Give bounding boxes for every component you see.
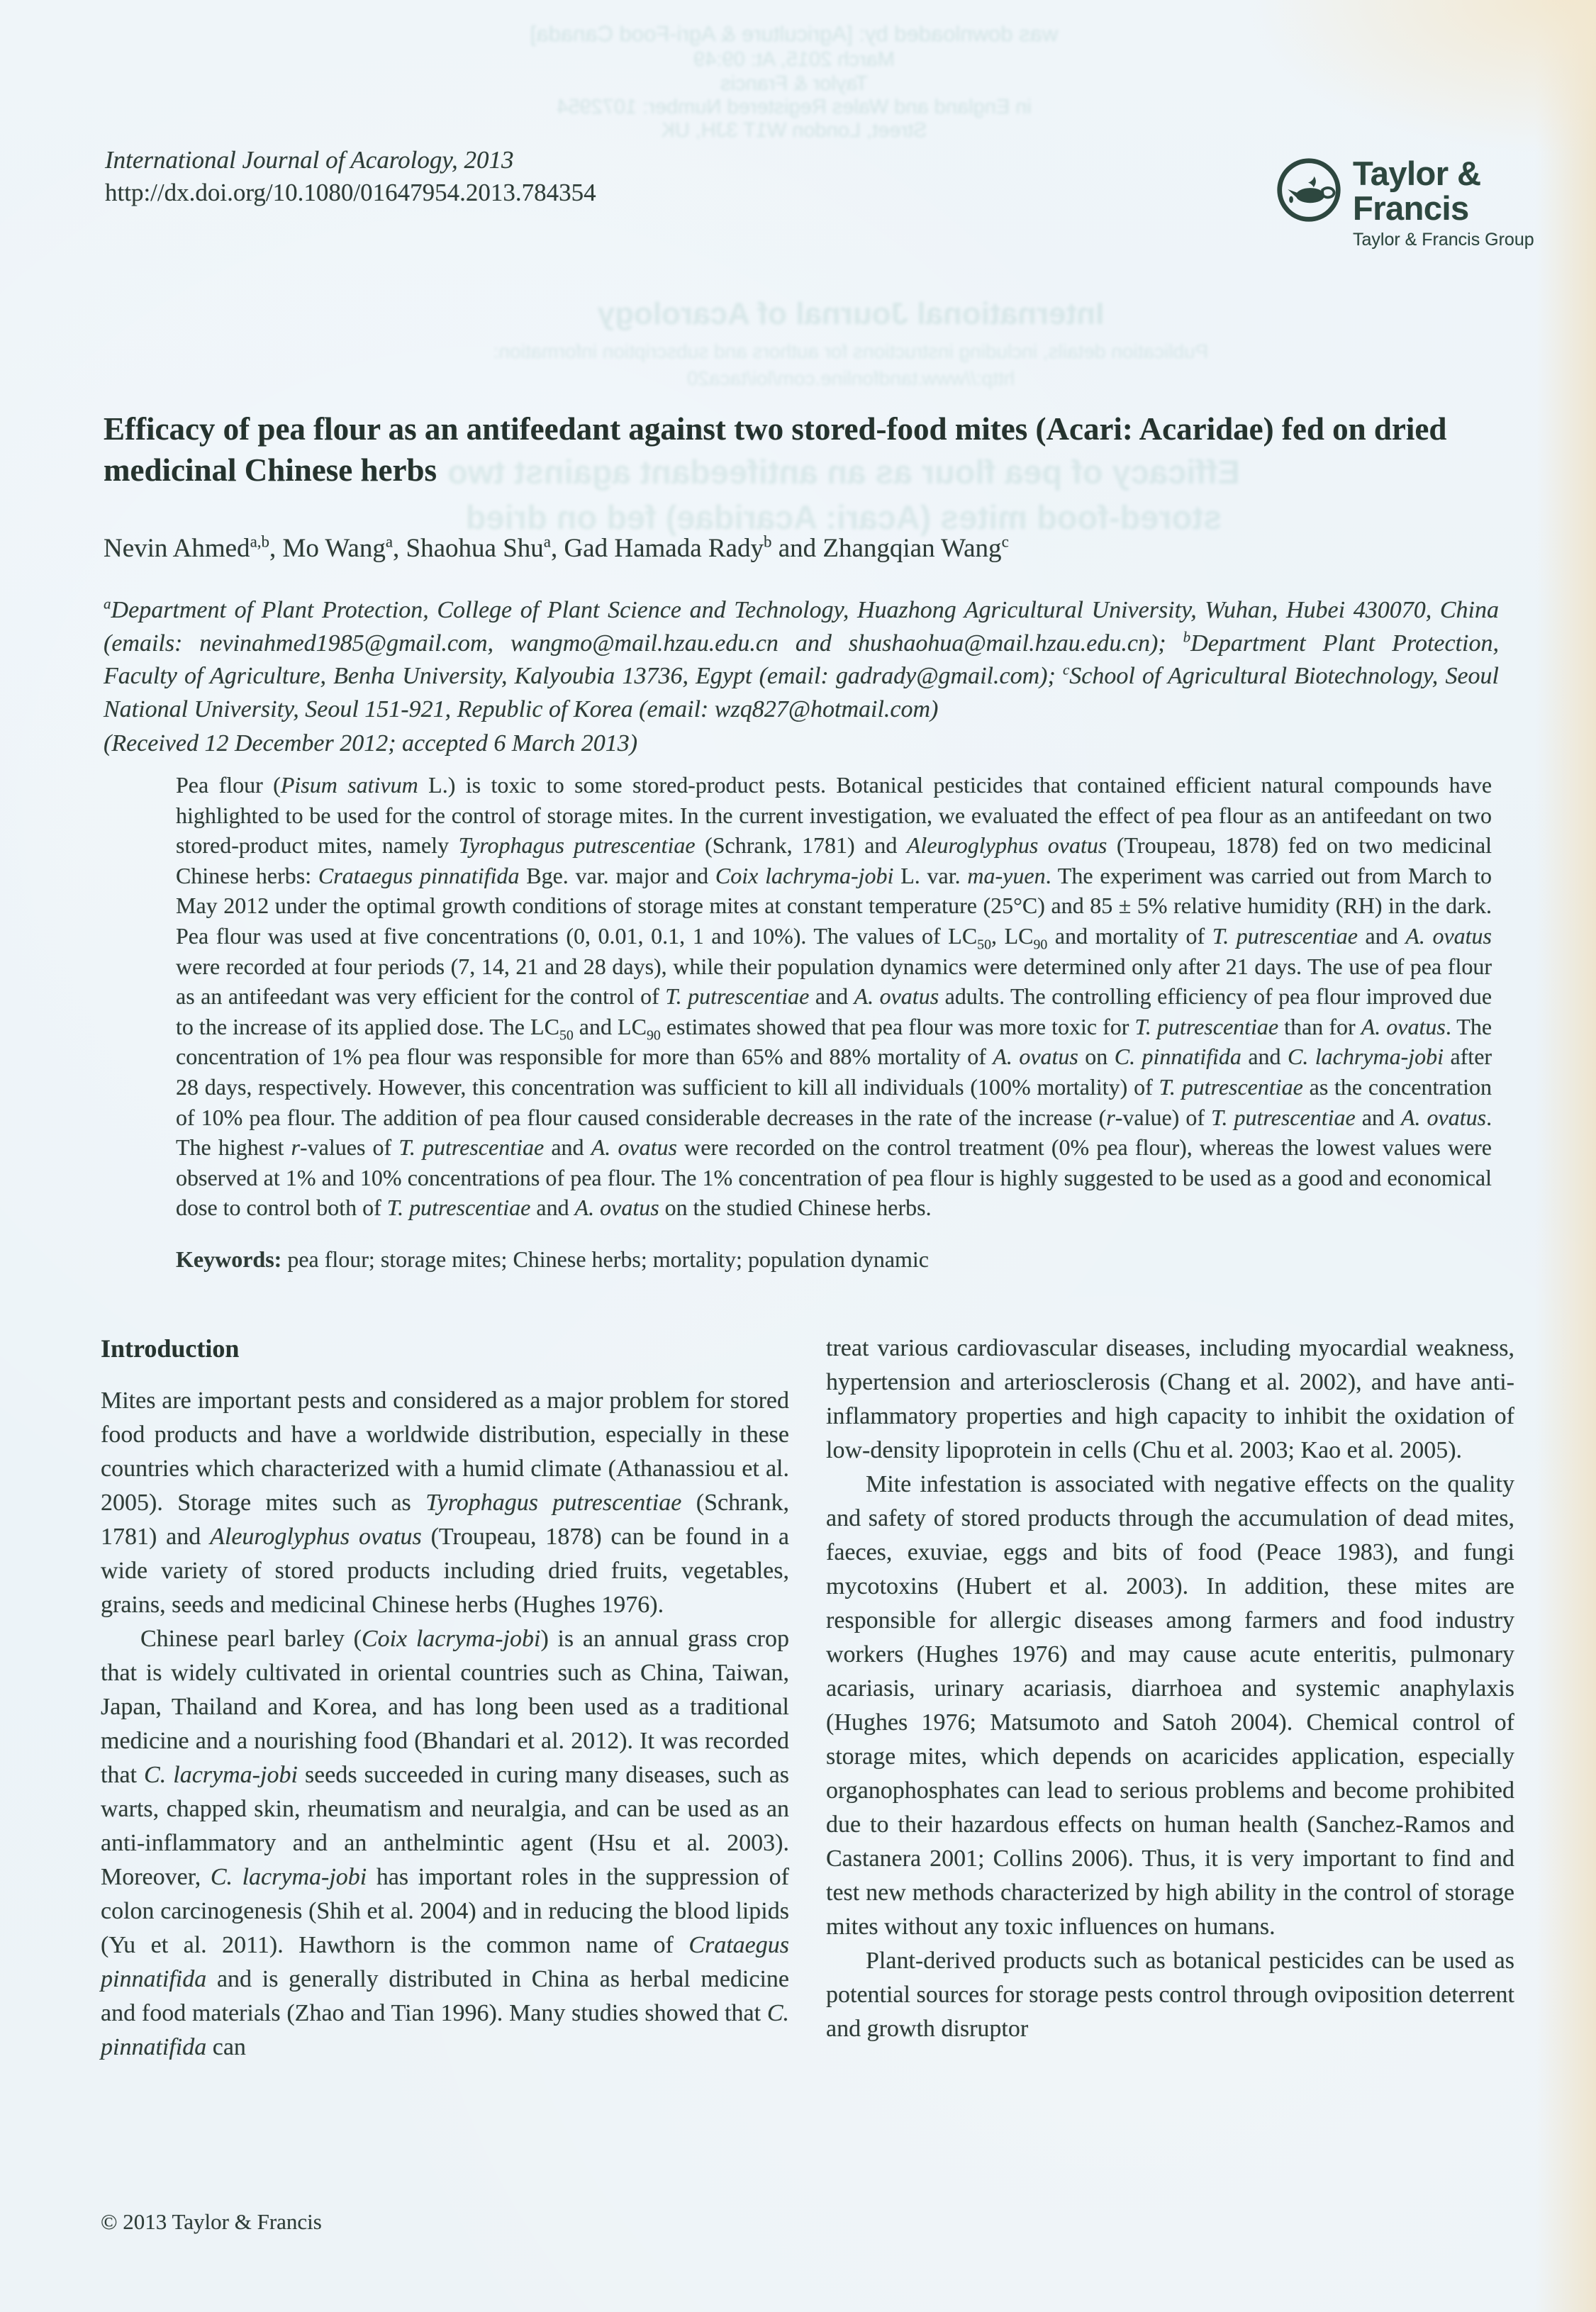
bleedthrough-title-echo: Efficacy of pea flour as an antifeedant against two (447, 453, 1240, 491)
two-column-body (101, 1331, 1514, 2065)
paragraph: Mites are important pests and considered as a major problem for stored food products and have a worldwide distribution, especially in these countries which characterized with a humid climate (Athanassiou et al. 2005). Storage mites such as Tyrophagus putrescentiae (Schrank, 1781) and Aleuroglyphus ovatus (Troupeau, 1878) can be found in a wide variety of stored products including dried fruits, vegetables, grains, seeds and medicinal Chinese herbs (Hughes 1976). (101, 1387, 790, 1618)
received-accepted-line: (Received 12 December 2012; accepted 6 March 2013) (104, 730, 638, 756)
bleedthrough-text: Street, London W1T 3JH, UK (661, 119, 927, 142)
abstract: Pea flour (Pisum sativum L.) is toxic to some stored-product pests. Botanical pesticides that contained efficient natural compounds have highlighted to be used for the control of storage mites. In the current investigation, we evaluated the effect of pea flour as an antifeedant on two stored-product mites, namely Tyrophagus putrescentiae (Schrank, 1781) and Aleuroglyphus ovatus (Troupeau, 1878) fed on two medicinal Chinese herbs: Crataegus pinnatifida Bge. var. major and Coix lachryma-jobi L. var. ma-yuen. The experiment was carried out from March to May 2012 under the optimal growth conditions of storage mites at constant temperature (25°C) and 85 ± 5% relative humidity (RH) in the dark. Pea flour was used at five concentrations (0, 0.01, 0.1, 1 and 10%). The values of $LC_{50}$, $LC_{90}$ and mortality of T. putrescentiae and A. ovatus were recorded at four periods (7, 14, 21 and 28 days), while their population dynamics were determined only after 21 days. The use of pea flour as an antifeedant was very efficient for the control of T. putrescentiae and A. ovatus adults. The controlling efficiency of pea flour improved due to the increase of its applied dose. The $LC_{50}$ and $LC_{90}$ estimates showed that pea flour was more toxic for T. putrescentiae than for A. ovatus. The concentration of 1% pea flour was responsible for more than 65% and 88% mortality of A. ovatus on C. pinnatifida and C. lachryma-jobi after 28 days, respectively. However, this concentration was sufficient to kill all individuals (100% mortality) of T. putrescentiae as the concentration of 10% pea flour. The addition of pea flour caused considerable decreases in the rate of the increase (r-value) of T. putrescentiae and A. ovatus. The highest r-values of T. putrescentiae and A. ovatus were recorded on the control treatment (0% pea flour), whereas the lowest values were observed at 1% and 10% concentrations of pea flour. The 1% concentration of pea flour is highly suggested to be used as a good and economical dose to control both of T. putrescentiae and A. ovatus on the studied Chinese herbs. (176, 772, 1492, 1221)
oil-lamp-icon (1275, 156, 1343, 224)
bleedthrough-url: http://www.tandfonline.com/loi/taca20 (686, 367, 1015, 389)
paragraph: treat various cardiovascular diseases, including myocardial weakness, hypertension and arteriosclerosis (Chang et al. 2002), and have anti-inflammatory properties and high capacity to inhibit the oxidation of low-density lipoprotein in cells (Chu et al. 2003; Kao et al. 2005). (826, 1335, 1514, 1463)
paragraph: Plant-derived products such as botanical pesticides can be used as potential sources for storage pests control through oviposition deterrent and growth disruptor (826, 1948, 1514, 2042)
bleedthrough-text: was downloaded by: [Agriculture & Agri-Food Canada] (530, 21, 1059, 46)
bleedthrough-text: March 2015, At: 09:49 (693, 48, 895, 71)
introduction-heading: Introduction (101, 1334, 240, 1363)
paragraph: Chinese pearl barley (Coix lacryma-jobi) is an annual grass crop that is widely cultivated in oriental countries such as China, Taiwan, Japan, Thailand and Korea, and has long been used as a traditional medicine and a nourishing food (Bhandari et al. 2012). It was recorded that C. lacryma-jobi seeds succeeded in curing many diseases, such as warts, chapped skin, rheumatism and neuralgia, and can be used as an anti-inflammatory and an anthelmintic agent (Hsu et al. 2003). Moreover, C. lacryma-jobi has important roles in the suppression of colon carcinogenesis (Shih et al. 2004) and in reducing the blood lipids (Yu et al. 2011). Hawthorn is the common name of Crataegus pinnatifida and is generally distributed in China as herbal medicine and food materials (Zhao and Tian 1996). Many studies showed that C. pinnatifida can (101, 1626, 790, 2060)
brand-group: Taylor & Francis Group (1353, 229, 1534, 250)
doi-line: http://dx.doi.org/10.1080/01647954.2013.784354 (105, 179, 596, 206)
copyright-line: © 2013 Taylor & Francis (101, 2209, 322, 2234)
bleedthrough-journal-title: International Journal of Acarology (597, 296, 1105, 331)
paragraph: Mite infestation is associated with negative effects on the quality and safety of stored products through the accumulation of dead mites, faeces, exuviae, eggs and bits of food (Peace 1983), and fungi mycotoxins (Hubert et al. 2003). In addition, these mites are responsible for allergic diseases among farmers and food industry workers (Hughes 1976) and may cause acute enteritis, pulmonary acariasis, urinary acariasis, diarrhoea and systemic anaphylaxis (Hughes 1976; Matsumoto and Satoh 2004). Chemical control of storage mites, which depends on acaricides application, especially organophosphates can lead to serious problems and become prohibited due to their hazardous effects on human health (Sanchez-Ramos and Castanera 2001; Collins 2006). Thus, it is very important to find and test new methods characterized by high ability in the control of storage mites without any toxic influences on humans. (826, 1471, 1514, 1940)
bleedthrough-text: in England and Wales Registered Number: 1072954 (557, 96, 1032, 118)
brand-text-block (1353, 156, 1596, 250)
keywords-line: Keywords: pea flour; storage mites; Chinese herbs; mortality; population dynamic (176, 1246, 929, 1272)
bleedthrough-title-echo: stored-food mites (Acari: Acaridae) fed on dried (465, 498, 1222, 536)
affiliations: $^a$Department of Plant Protection, College of Plant Science and Technology, Huazhong Agricultural University, Wuhan, Hubei 430070, China (emails: nevinahmed1985@gmail.com, wangmo@mail.hzau.edu.cn and shushaohua@mail.hzau.edu.cn); $^b$Department Plant Protection, Faculty of Agriculture, Benha University, Kalyoubia 13736, Egypt (email: gadrady@gmail.com); $^c$School of Agricultural Biotechnology, Seoul National University, Seoul 151-921, Republic of Korea (email: wzq827@hotmail.com) (104, 595, 1499, 722)
journal-name-line: International Journal of Acarology, 2013 (105, 146, 514, 174)
article-title: Efficacy of pea flour as an antifeedant against two stored-food mites (Acari: Acaridae) fed on dried medicinal Chinese herbs (104, 411, 1447, 488)
bleedthrough-text: Publication details, including instructions for authors and subscription information: (493, 340, 1209, 362)
authors-line: Nevin Ahmed$^{a,b}$, Mo Wang$^a$, Shaohua Shu$^a$, Gad Hamada Rady$^b$ and Zhangqian Wang$^c$ (104, 532, 1009, 563)
right-column (826, 1331, 1514, 2065)
bleedthrough-text: Taylor & Francis (720, 72, 868, 95)
left-column (101, 1331, 789, 2065)
brand-name: Taylor & Francis (1353, 155, 1481, 228)
taylor-francis-logo (1275, 156, 1596, 250)
